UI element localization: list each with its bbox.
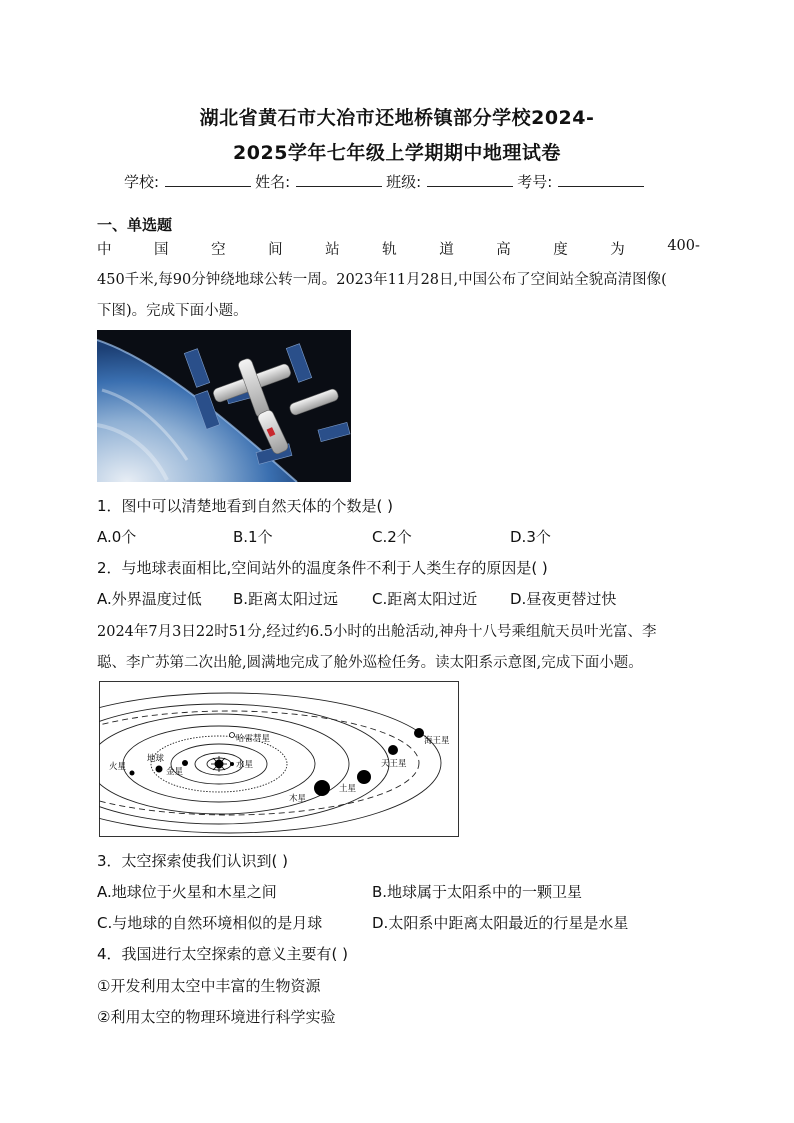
name-label: 姓名: (255, 173, 291, 191)
passage1-char: 400- (667, 238, 700, 254)
passage1-char: 国 (154, 242, 169, 258)
passage2-line2: 聪、李广苏第二次出舱,圆满地完成了舱外巡检任务。读太阳系示意图,完成下面小题。 (97, 655, 643, 671)
q3-option-c[interactable]: C.与地球的自然环境相似的是月球 (97, 914, 323, 932)
passage1-char: 高 (496, 242, 511, 258)
student-info-row (124, 171, 648, 192)
q1-option-a[interactable]: A.0个 (97, 528, 137, 546)
passage1-line1 (97, 238, 700, 259)
q2-option-b[interactable]: B.距离太阳过远 (233, 590, 339, 608)
q1-option-c[interactable]: C.2个 (372, 528, 412, 546)
jupiter-label: 木星 (289, 794, 307, 804)
exam-number-blank[interactable] (558, 172, 644, 187)
passage1-char: 道 (439, 242, 454, 258)
q3-option-b[interactable]: B.地球属于太阳系中的一颗卫星 (372, 883, 583, 901)
passage1-char: 间 (268, 242, 283, 258)
uranus-label: 天王星 (381, 759, 407, 769)
passage1-line3: 下图)。完成下面小题。 (97, 303, 248, 319)
q4-item-2[interactable]: ②利用太空的物理环境进行科学实验 (97, 1008, 336, 1026)
passage1-char: 度 (553, 242, 568, 258)
q1-option-b[interactable]: B.1个 (233, 528, 273, 546)
q2-stem: 2．与地球表面相比,空间站外的温度条件不利于人类生存的原因是( ) (97, 559, 548, 577)
solar-system-diagram (99, 681, 459, 837)
passage1-char: 中 (97, 242, 112, 258)
q3-stem: 3．太空探索使我们认识到( ) (97, 852, 289, 870)
q2-option-c[interactable]: C.距离太阳过近 (372, 590, 478, 608)
q4-item-1[interactable]: ①开发利用太空中丰富的生物资源 (97, 977, 321, 995)
halley-comet-label: 哈雷彗星 (236, 734, 271, 744)
school-label: 学校: (124, 173, 160, 191)
earth-label: 地球 (147, 754, 165, 764)
exam-title-line2: 2025学年七年级上学期期中地理试卷 (233, 142, 561, 164)
q4-stem: 4．我国进行太空探索的意义主要有( ) (97, 945, 349, 963)
exam-title-line1: 湖北省黄石市大冶市还地桥镇部分学校2024- (199, 107, 595, 129)
name-blank[interactable] (296, 172, 382, 187)
passage1-line2: 450千米,每90分钟绕地球公转一周。2023年11月28日,中国公布了空间站全貌高清图像( (97, 272, 667, 288)
school-blank[interactable] (165, 172, 251, 187)
passage1-char: 轨 (382, 242, 397, 258)
q2-option-a[interactable]: A.外界温度过低 (97, 590, 202, 608)
class-label: 班级: (386, 173, 422, 191)
q1-option-d[interactable]: D.3个 (510, 528, 551, 546)
class-blank[interactable] (427, 172, 513, 187)
venus-label: 金星 (166, 767, 184, 777)
neptune-label: 海王星 (424, 736, 450, 746)
exam-number-label: 考号: (517, 173, 553, 191)
passage1-char: 空 (211, 242, 226, 258)
saturn-label: 土星 (339, 784, 357, 794)
q1-stem: 1．图中可以清楚地看到自然天体的个数是( ) (97, 497, 394, 515)
mars-label: 火星 (109, 762, 127, 772)
passage1-char: 为 (610, 242, 625, 258)
passage1-char: 站 (325, 242, 340, 258)
q2-option-d[interactable]: D.昼夜更替过快 (510, 590, 617, 608)
q3-option-d[interactable]: D.太阳系中距离太阳最近的行星是水星 (372, 914, 629, 932)
space-station-photo (97, 330, 351, 482)
q3-option-a[interactable]: A.地球位于火星和木星之间 (97, 883, 277, 901)
mercury-label: 水星 (236, 760, 254, 770)
passage2-line1: 2024年7月3日22时51分,经过约6.5小时的出舱活动,神舟十八号乘组航天员叶光富、李 (97, 624, 657, 640)
section-title: 一、单选题 (97, 216, 173, 234)
